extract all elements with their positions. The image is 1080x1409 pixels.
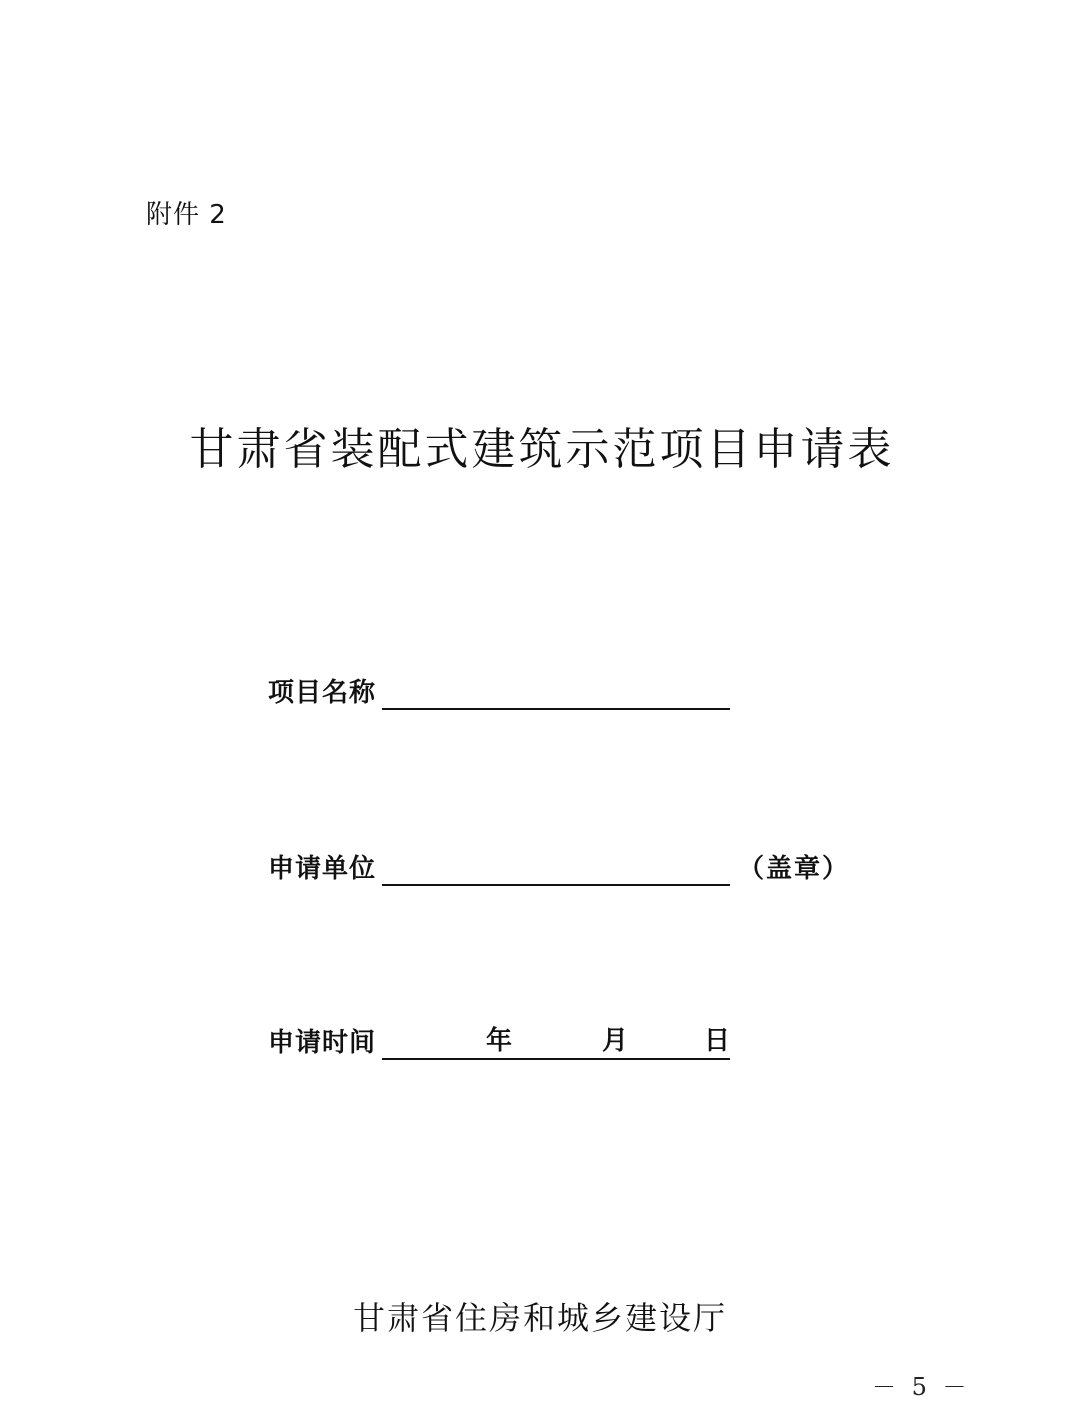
day-unit-label: 日 — [704, 1026, 731, 1056]
page-number: － 5 － — [872, 1373, 971, 1401]
application-date-label: 申请时间 — [268, 1028, 377, 1058]
year-unit-label: 年 — [486, 1026, 513, 1056]
attachment-label: 附件 2 — [146, 200, 227, 230]
document-title: 甘肃省装配式建筑示范项目申请表 — [189, 424, 895, 475]
month-unit-label: 月 — [602, 1026, 629, 1056]
project-name-label: 项目名称 — [268, 678, 377, 708]
application-date-row — [268, 1020, 730, 1060]
project-name-row — [268, 670, 730, 710]
project-name-field[interactable] — [382, 676, 730, 710]
seal-note: （盖章） — [738, 854, 851, 884]
applicant-unit-label: 申请单位 — [268, 854, 377, 884]
applicant-unit-field[interactable] — [382, 852, 730, 886]
application-date-field[interactable] — [382, 1026, 730, 1060]
applicant-unit-row — [268, 846, 850, 886]
issuing-authority: 甘肃省住房和城乡建设厅 — [352, 1299, 727, 1337]
